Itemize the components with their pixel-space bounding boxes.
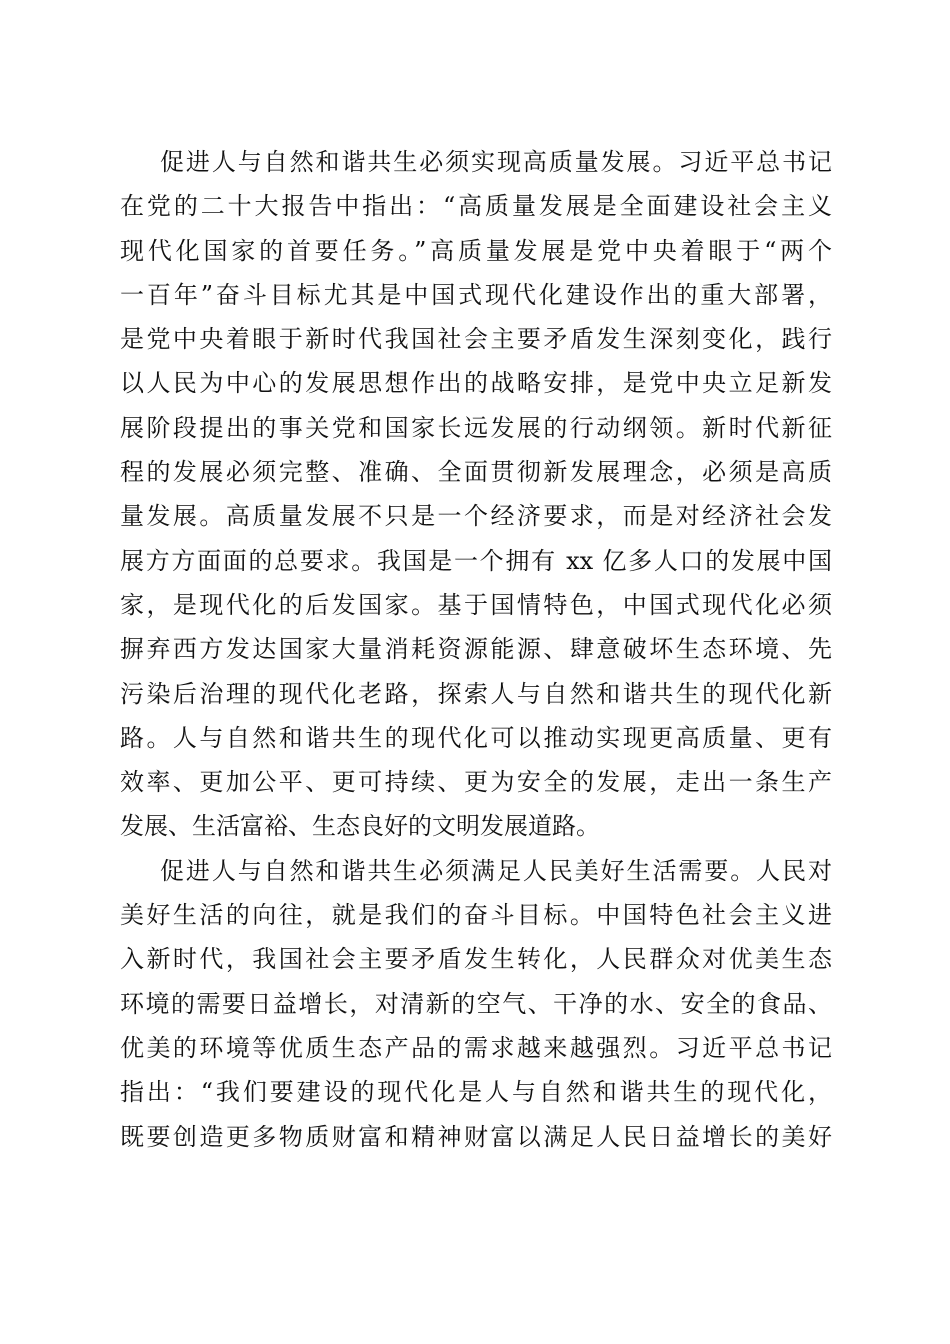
paragraph-line: 路。人与自然和谐共生的现代化可以推动实现更高质量、更有 <box>120 723 832 752</box>
body-text <box>120 140 832 1159</box>
paragraph-line: 家，是现代化的后发国家。基于国情特色，中国式现代化必须 <box>120 590 832 619</box>
paragraph-line: 一百年”奋斗目标尤其是中国式现代化建设作出的重大部署， <box>120 280 832 309</box>
paragraph-line: 指出：“我们要建设的现代化是人与自然和谐共生的现代化， <box>120 1078 832 1107</box>
paragraph-line: 展阶段提出的事关党和国家长远发展的行动纲领。新时代新征 <box>120 413 832 442</box>
paragraph-line: 量发展。高质量发展不只是一个经济要求，而是对经济社会发 <box>120 502 832 531</box>
paragraph-line: 以人民为中心的发展思想作出的战略安排，是党中央立足新发 <box>120 369 832 398</box>
paragraph-line: 促进人与自然和谐共生必须满足人民美好生活需要。人民对 <box>160 856 832 885</box>
paragraph-line: 发展、生活富裕、生态良好的文明发展道路。 <box>120 812 600 841</box>
paragraph-line: 效率、更加公平、更可持续、更为安全的发展，走出一条生产 <box>120 768 832 797</box>
paragraph-line: 程的发展必须完整、准确、全面贯彻新发展理念，必须是高质 <box>120 458 832 487</box>
paragraph-high-quality-development <box>120 140 832 849</box>
paragraph-line: 美好生活的向往，就是我们的奋斗目标。中国特色社会主义进 <box>120 901 832 930</box>
paragraph-line: 既要创造更多物质财富和精神财富以满足人民日益增长的美好 <box>120 1122 832 1151</box>
paragraph-better-life-needs <box>120 849 832 1159</box>
paragraph-line: 污染后治理的现代化老路，探索人与自然和谐共生的现代化新 <box>120 679 832 708</box>
paragraph-line: 促进人与自然和谐共生必须实现高质量发展。习近平总书记 <box>160 148 832 176</box>
paragraph-line: 在党的二十大报告中指出：“高质量发展是全面建设社会主义 <box>120 192 832 221</box>
paragraph-line: 摒弃西方发达国家大量消耗资源能源、肆意破坏生态环境、先 <box>120 635 832 664</box>
paragraph-line: 展方方面面的总要求。我国是一个拥有 xx 亿多人口的发展中国 <box>120 546 832 575</box>
paragraph-line: 环境的需要日益增长，对清新的空气、干净的水、安全的食品、 <box>120 989 832 1018</box>
paragraph-line: 是党中央着眼于新时代我国社会主要矛盾发生深刻变化，践行 <box>120 325 832 354</box>
paragraph-line: 入新时代，我国社会主要矛盾发生转化，人民群众对优美生态 <box>120 945 832 974</box>
paragraph-line: 现代化国家的首要任务。”高质量发展是党中央着眼于“两个 <box>120 236 832 265</box>
paragraph-line: 优美的环境等优质生态产品的需求越来越强烈。习近平总书记 <box>120 1033 832 1062</box>
